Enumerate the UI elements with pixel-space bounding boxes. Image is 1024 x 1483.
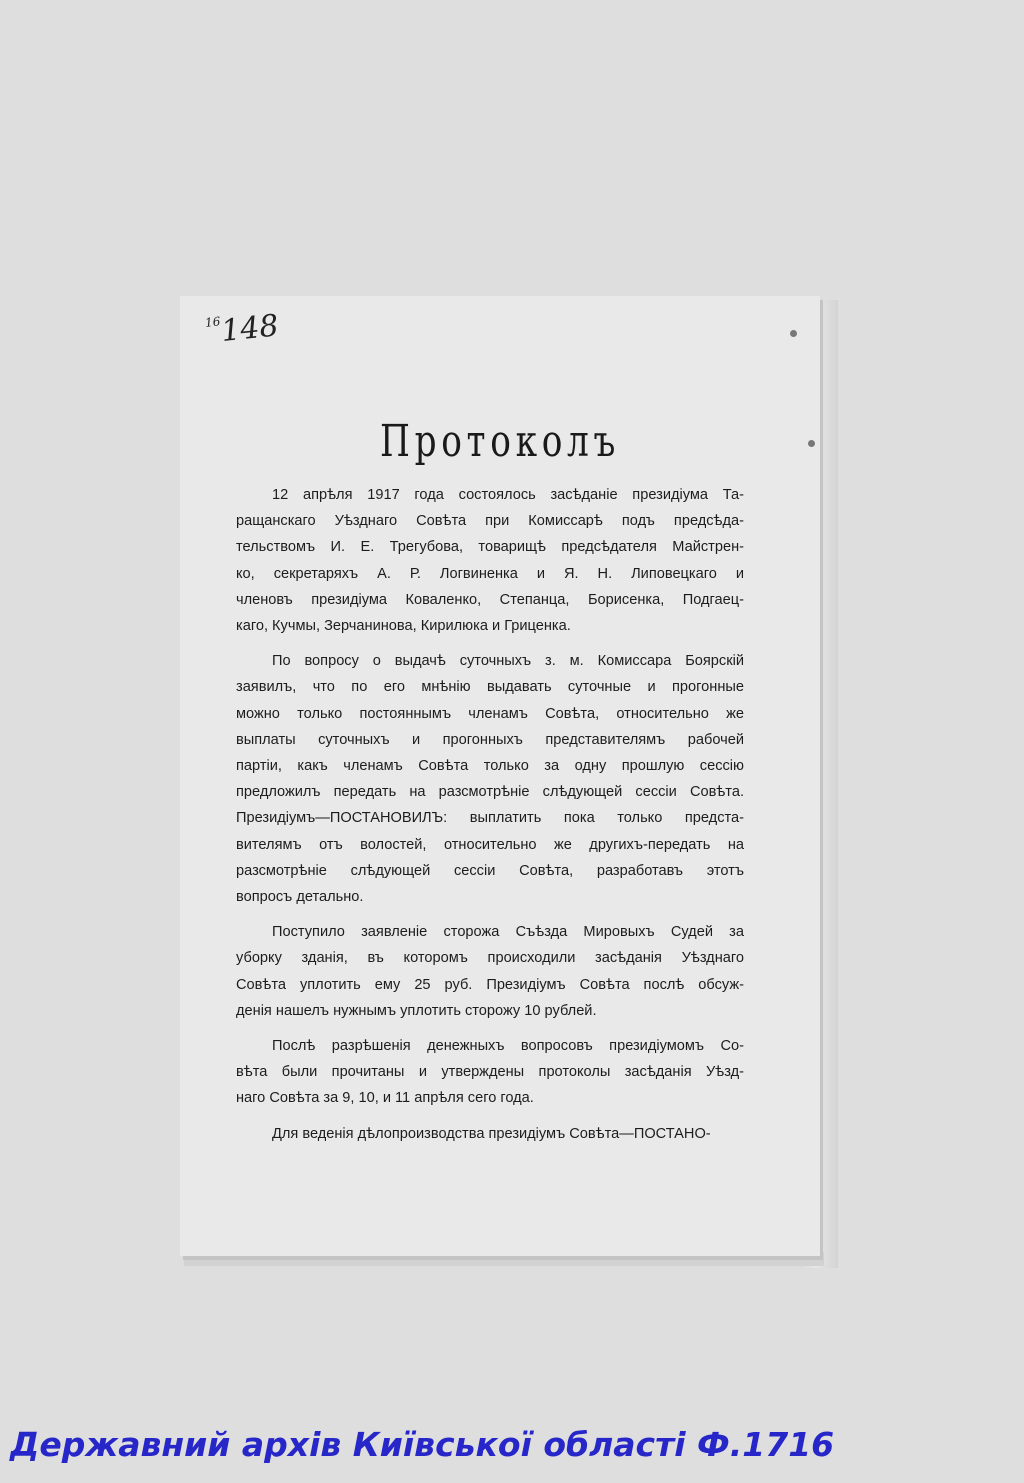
text-line: вѣта были прочитаны и утверждены протоколы засѣданія Уѣзд- — [236, 1064, 744, 1081]
punch-hole — [790, 330, 797, 337]
document-title: Протоколъ — [379, 416, 621, 467]
text-line: наго Совѣта за 9, 10, и 11 апрѣля сего года. — [236, 1090, 534, 1107]
archive-watermark: Державний архів Київської області Ф.1716 — [10, 1425, 835, 1464]
folio-sup: 16 — [204, 314, 222, 330]
paragraph — [236, 482, 744, 639]
text-line: членовъ президіума Коваленко, Степанца, Борисенка, Подгаец- — [236, 591, 744, 608]
paragraph — [236, 1033, 744, 1112]
text-line: выплаты суточныхъ и прогонныхъ представителямъ рабочей — [236, 731, 744, 748]
text-line: вителямъ отъ волостей, относительно же другихъ-передать на — [236, 836, 744, 853]
text-line: Послѣ разрѣшенія денежныхъ вопросовъ президіумомъ Со- — [272, 1038, 744, 1055]
text-line: Совѣта уплотить ему 25 руб. Президіумъ Совѣта послѣ обсуж- — [236, 976, 744, 993]
text-line: каго, Кучмы, Зерчанинова, Кирилюка и Гриценка. — [236, 618, 571, 635]
text-line: Поступило заявленіе сторожа Съѣзда Мировыхъ Судей за — [272, 924, 744, 941]
paragraph — [236, 1121, 744, 1147]
text-line: вопросъ детально. — [236, 889, 364, 906]
paragraph — [236, 919, 744, 1024]
text-line: можно только постояннымъ членамъ Совѣта, относительно же — [236, 705, 744, 722]
text-line: денія нашелъ нужнымъ уплотить сторожу 10 рублей. — [236, 1002, 597, 1019]
text-line: Президіумъ—ПОСТАНОВИЛЪ: выплатить пока только предста- — [236, 810, 744, 827]
text-line: ко, секретаряхъ А. Р. Логвиненка и Я. Н. Липовецкаго и — [236, 565, 744, 582]
text-line: заявилъ, что по его мнѣнію выдавать суточные и прогонные — [236, 679, 744, 696]
text-line: тельствомъ И. Е. Трегубова, товарищѣ предсѣдателя Майстрен- — [236, 539, 744, 556]
punch-hole — [808, 440, 815, 447]
text-line: уборку зданія, въ которомъ происходили засѣданія Уѣзднаго — [236, 950, 744, 967]
text-line: По вопросу о выдачѣ суточныхъ з. м. Комиссара Боярскій — [272, 653, 744, 670]
text-line: предложилъ передать на разсмотрѣніе слѣдующей сессіи Совѣта. — [236, 784, 744, 801]
text-line: партіи, какъ членамъ Совѣта только за одну прошлую сессію — [236, 758, 744, 775]
text-line: ращанскаго Уѣзднаго Совѣта при Комиссарѣ подъ предсѣда- — [236, 513, 744, 530]
folio-main: 148 — [219, 308, 281, 350]
text-line: разсмотрѣніе слѣдующей сессіи Совѣта, разработавъ этотъ — [236, 862, 744, 879]
document-body — [236, 482, 744, 1156]
text-line: Для веденія дѣлопроизводства президіумъ Совѣта—ПОСТАНО- — [272, 1125, 711, 1142]
paragraph — [236, 648, 744, 910]
text-line: 12 апрѣля 1917 года состоялось засѣданіе президіума Та- — [272, 487, 744, 503]
